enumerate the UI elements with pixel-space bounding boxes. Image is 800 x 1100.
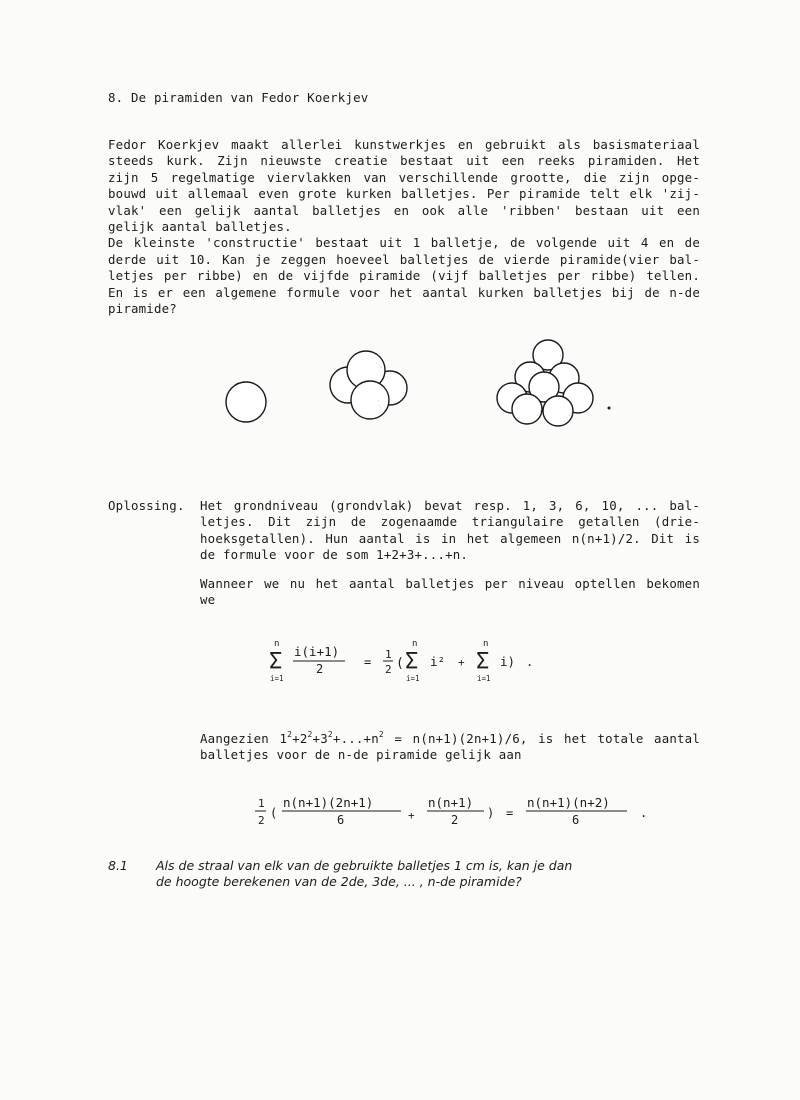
text-line: gelijk aantal balletjes. — [108, 219, 292, 235]
superscript: 2 — [287, 730, 293, 739]
pyramid-illustration — [0, 338, 800, 428]
text-line: hoeksgetallen). Hun aantal is in het algemeen n(n+1)/2. Dit is — [200, 530, 700, 546]
superscript: 2 — [307, 730, 313, 739]
text-line: letjes per ribbe) en de vijfde piramide (vijf balletjes per ribbe) tellen. — [108, 268, 700, 284]
plus-sign: + — [458, 656, 465, 669]
period: . — [640, 806, 648, 820]
total-formula — [255, 792, 655, 836]
fraction-numerator: n(n+1)(n+2) — [527, 795, 610, 810]
text-line: balletjes voor de n-de piramide gelijk aan — [200, 747, 522, 763]
fraction-numerator: n(n+1) — [428, 795, 474, 810]
plus-sign: + — [408, 809, 415, 822]
text-line: Fedor Koerkjev maakt allerlei kunstwerkjes en gebruikt als basismateriaal — [108, 137, 700, 152]
text-fragment: +3 — [312, 731, 328, 746]
sum-formula — [260, 638, 560, 688]
half-numerator: 1 — [258, 797, 265, 810]
text-line: derde uit 10. Kan je zeggen hoeveel balletjes de vierde piramide(vier bal- — [108, 251, 700, 267]
text-line: zijn 5 regelmatige viervlakken van verschillende grootte, die zijn opge- — [108, 169, 700, 185]
open-paren: ( — [270, 806, 278, 820]
question-text — [156, 858, 701, 891]
pyramid-ten-balls — [497, 340, 593, 426]
text-line: En is er een algemene formule voor het aantal kurken balletjes bij de n-de — [108, 284, 700, 300]
superscript: 2 — [378, 730, 384, 739]
pyramid-four-balls — [330, 351, 407, 419]
solution-paragraph-2 — [200, 576, 700, 609]
sum-upper-limit: n — [483, 639, 489, 649]
text-fragment: +...+n — [332, 731, 379, 746]
text-line: bouwd uit allemaal even grote kurken balletjes. Per piramide telt elk 'zij- — [108, 186, 700, 202]
question-number: 8.1 — [108, 858, 128, 873]
fraction-numerator: i(i+1) — [294, 644, 340, 659]
half-denominator: 2 — [258, 814, 265, 827]
solution-label: Oplossing. — [108, 498, 185, 513]
text-line: Als de straal van elk van de gebruikte balletjes 1 cm is, kan je dan — [156, 858, 573, 873]
period: . — [526, 655, 534, 669]
ball-single — [226, 382, 266, 422]
text-line: we — [200, 592, 216, 608]
aangezien-paragraph — [200, 731, 700, 764]
text-line — [200, 731, 700, 747]
text-line: de formule voor de som 1+2+3+...+n. — [200, 547, 469, 563]
sum-upper-limit: n — [412, 639, 418, 649]
open-paren: ( — [396, 656, 404, 671]
fraction-denominator: 2 — [316, 662, 324, 676]
sum-lower-limit: i=1 — [477, 674, 491, 683]
text-fragment: = n(n+1)(2n+1)/6, is het totale aantal — [383, 731, 700, 746]
fraction-numerator: n(n+1)(2n+1) — [283, 795, 374, 810]
sum-lower-limit: i=1 — [406, 674, 420, 683]
text-line: letjes. Dit zijn de zogenaamde triangulaire getallen (drie- — [200, 514, 700, 530]
text-line: Het grondniveau (grondvlak) bevat resp. 1, 3, 6, 10, ... bal- — [200, 498, 700, 513]
text-fragment: +2 — [292, 731, 308, 746]
sigma-symbol: Σ — [476, 649, 490, 674]
text-line: de hoogte berekenen van de 2de, 3de, ... , n-de piramide? — [156, 874, 522, 890]
sigma-symbol: Σ — [405, 649, 419, 674]
superscript: 2 — [327, 730, 333, 739]
text-line: vlak' een gelijk aantal balletjes en ook alle 'ribben' bestaan uit een — [108, 202, 700, 218]
text-line: De kleinste 'constructie' bestaat uit 1 balletje, de volgende uit 4 en de — [108, 235, 700, 251]
close-paren: ) — [487, 806, 495, 820]
half-numerator: 1 — [385, 648, 392, 661]
equals-sign: = — [506, 806, 514, 820]
sigma-symbol: Σ — [269, 649, 283, 674]
intro-paragraph — [108, 137, 700, 317]
sum-lower-limit: i=1 — [270, 674, 284, 683]
term-b: i) — [500, 654, 516, 669]
section-heading: 8. De piramiden van Fedor Koerkjev — [108, 90, 369, 105]
text-line: Wanneer we nu het aantal balletjes per niveau optellen bekomen — [200, 576, 700, 591]
solution-paragraph-1 — [200, 498, 700, 564]
text-fragment: Aangezien 1 — [200, 731, 288, 746]
fraction-denominator: 6 — [572, 813, 580, 827]
half-denominator: 2 — [385, 663, 392, 676]
text-line: steeds kurk. Zijn nieuwste creatie bestaat uit een reeks piramiden. Het — [108, 153, 700, 169]
text-line: piramide? — [108, 301, 177, 317]
equals-sign: = — [364, 655, 372, 669]
fraction-denominator: 6 — [337, 813, 345, 827]
term-a: i² — [430, 654, 446, 669]
sum-upper-limit: n — [274, 639, 280, 649]
fraction-denominator: 2 — [451, 813, 459, 827]
